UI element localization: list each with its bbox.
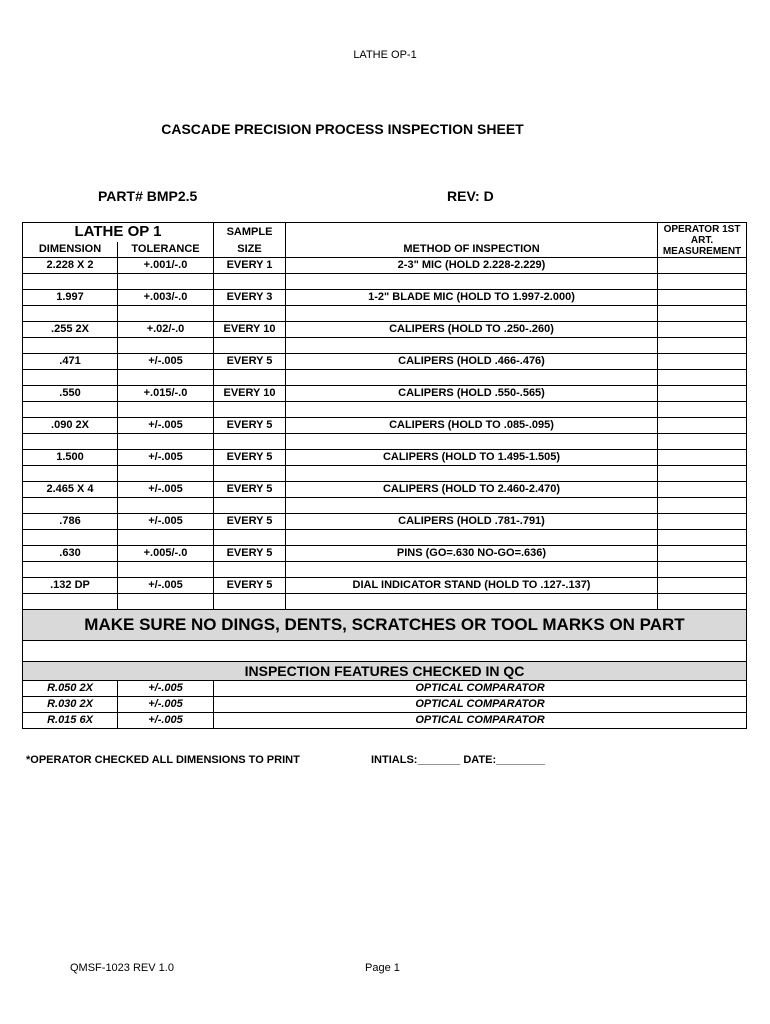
dimension-cell: .786 [23, 514, 118, 530]
tolerance-cell: +.005/-.0 [118, 546, 214, 562]
spacer-cell [23, 594, 118, 610]
qc-tolerance-cell: +/-.005 [118, 697, 214, 713]
size-cell: EVERY 5 [214, 578, 286, 594]
dimension-cell: .090 2X [23, 418, 118, 434]
spacer-cell [214, 466, 286, 482]
spacer-cell [214, 274, 286, 290]
size-cell: EVERY 5 [214, 482, 286, 498]
size-cell: EVERY 1 [214, 258, 286, 274]
qc-tolerance-cell: +/-.005 [118, 713, 214, 729]
spacer-cell [118, 530, 214, 546]
tolerance-cell: +/-.005 [118, 450, 214, 466]
initials-date: INTIALS:_______ DATE:________ [371, 754, 546, 766]
size-cell: EVERY 10 [214, 322, 286, 338]
spacer-cell [23, 338, 118, 354]
spacer-cell [658, 434, 747, 450]
spacer-cell [118, 306, 214, 322]
operator-measurement-cell[interactable] [658, 482, 747, 498]
spacer-cell [286, 562, 658, 578]
spacer-cell [23, 306, 118, 322]
sample-label: SAMPLE [214, 223, 286, 242]
footer-page: Page 1 [365, 962, 400, 974]
spacer-cell [658, 594, 747, 610]
method-head-spacer [286, 223, 658, 242]
spacer-row [23, 434, 747, 450]
dimension-cell: 2.465 X 4 [23, 482, 118, 498]
operator-measurement-cell[interactable] [658, 450, 747, 466]
spacer-row [23, 530, 747, 546]
spacer-cell [214, 338, 286, 354]
tolerance-cell: +.02/-.0 [118, 322, 214, 338]
operator-measurement-cell[interactable] [658, 354, 747, 370]
spacer-cell [23, 498, 118, 514]
operator-measurement-cell[interactable] [658, 546, 747, 562]
size-cell: EVERY 5 [214, 418, 286, 434]
size-cell: EVERY 5 [214, 514, 286, 530]
operator-measurement-cell[interactable] [658, 386, 747, 402]
spacer-cell [23, 370, 118, 386]
size-cell: EVERY 5 [214, 354, 286, 370]
operator-measurement-cell[interactable] [658, 418, 747, 434]
spacer-cell [118, 562, 214, 578]
spacer-cell [23, 402, 118, 418]
table-row [23, 386, 747, 402]
method-cell: CALIPERS (HOLD .781-.791) [286, 514, 658, 530]
spacer-row [23, 466, 747, 482]
table-row [23, 450, 747, 466]
spacer-cell [118, 338, 214, 354]
tolerance-cell: +.003/-.0 [118, 290, 214, 306]
tolerance-cell: +/-.005 [118, 482, 214, 498]
spacer-row [23, 562, 747, 578]
dimension-cell: .132 DP [23, 578, 118, 594]
spacer-cell [214, 498, 286, 514]
spacer-cell [286, 498, 658, 514]
spacer-cell [286, 434, 658, 450]
method-cell: 2-3" MIC (HOLD 2.228-2.229) [286, 258, 658, 274]
qc-method-cell: OPTICAL COMPARATOR [214, 681, 747, 697]
spacer-cell [658, 466, 747, 482]
spacer-cell [658, 274, 747, 290]
table-row [23, 578, 747, 594]
part-number: PART# BMP2.5 [98, 188, 198, 204]
spacer-cell [286, 338, 658, 354]
spacer-cell [118, 434, 214, 450]
table-row [23, 418, 747, 434]
spacer-row [23, 498, 747, 514]
footer-form-number: QMSF-1023 REV 1.0 [70, 962, 174, 974]
spacer-cell [286, 530, 658, 546]
spacer-cell [118, 402, 214, 418]
spacer-cell [658, 338, 747, 354]
revision: REV: D [447, 188, 494, 204]
table-row [23, 354, 747, 370]
spacer-cell [658, 370, 747, 386]
size-cell: EVERY 5 [214, 450, 286, 466]
spacer-cell [286, 306, 658, 322]
method-cell: PINS (GO=.630 NO-GO=.636) [286, 546, 658, 562]
dimension-cell: 2.228 X 2 [23, 258, 118, 274]
operator-measurement-cell[interactable] [658, 290, 747, 306]
operator-header: OPERATOR 1ST ART. MEASUREMENT [658, 223, 747, 258]
table-row [23, 514, 747, 530]
qc-dimension-cell: R.030 2X [23, 697, 118, 713]
qc-title: INSPECTION FEATURES CHECKED IN QC [23, 662, 747, 681]
method-cell: CALIPERS (HOLD TO .250-.260) [286, 322, 658, 338]
table-row [23, 546, 747, 562]
method-cell: CALIPERS (HOLD TO 1.495-1.505) [286, 450, 658, 466]
tolerance-cell: +/-.005 [118, 418, 214, 434]
operator-measurement-cell[interactable] [658, 578, 747, 594]
operator-measurement-cell[interactable] [658, 322, 747, 338]
operator-measurement-cell[interactable] [658, 258, 747, 274]
dimension-cell: 1.997 [23, 290, 118, 306]
qc-method-cell: OPTICAL COMPARATOR [214, 697, 747, 713]
method-cell: 1-2" BLADE MIC (HOLD TO 1.997-2.000) [286, 290, 658, 306]
spacer-row [23, 402, 747, 418]
spacer-cell [118, 466, 214, 482]
qc-tolerance-cell: +/-.005 [118, 681, 214, 697]
qc-dimension-cell: R.050 2X [23, 681, 118, 697]
tolerance-header: TOLERANCE [118, 242, 214, 258]
tolerance-cell: +.001/-.0 [118, 258, 214, 274]
spacer-row [23, 274, 747, 290]
method-cell: CALIPERS (HOLD .550-.565) [286, 386, 658, 402]
operator-note: *OPERATOR CHECKED ALL DIMENSIONS TO PRINT [26, 754, 300, 766]
dimension-cell: .471 [23, 354, 118, 370]
banner-gap [23, 641, 747, 662]
spacer-row [23, 594, 747, 610]
spacer-cell [118, 274, 214, 290]
spacer-cell [286, 594, 658, 610]
tolerance-cell: +/-.005 [118, 578, 214, 594]
spacer-cell [214, 434, 286, 450]
qc-method-cell: OPTICAL COMPARATOR [214, 713, 747, 729]
size-cell: EVERY 5 [214, 546, 286, 562]
spacer-cell [286, 274, 658, 290]
spacer-cell [286, 466, 658, 482]
qc-row [23, 681, 747, 697]
spacer-cell [23, 562, 118, 578]
tolerance-cell: +/-.005 [118, 354, 214, 370]
table-row [23, 482, 747, 498]
dimension-cell: .255 2X [23, 322, 118, 338]
spacer-cell [658, 562, 747, 578]
qc-dimension-cell: R.015 6X [23, 713, 118, 729]
inspection-table [22, 222, 747, 729]
method-header: METHOD OF INSPECTION [286, 242, 658, 258]
spacer-cell [118, 498, 214, 514]
dimension-cell: .550 [23, 386, 118, 402]
spacer-cell [23, 530, 118, 546]
qc-row [23, 697, 747, 713]
spacer-cell [214, 306, 286, 322]
spacer-cell [658, 402, 747, 418]
method-cell: CALIPERS (HOLD .466-.476) [286, 354, 658, 370]
tolerance-cell: +/-.005 [118, 514, 214, 530]
size-header: SIZE [214, 242, 286, 258]
tolerance-cell: +.015/-.0 [118, 386, 214, 402]
spacer-cell [118, 370, 214, 386]
spacer-cell [214, 594, 286, 610]
spacer-cell [118, 594, 214, 610]
table-row [23, 258, 747, 274]
spacer-cell [214, 370, 286, 386]
warning-banner: MAKE SURE NO DINGS, DENTS, SCRATCHES OR TOOL MARKS ON PART [23, 610, 747, 641]
size-cell: EVERY 10 [214, 386, 286, 402]
spacer-row [23, 306, 747, 322]
qc-row [23, 713, 747, 729]
spacer-cell [23, 434, 118, 450]
method-cell: CALIPERS (HOLD TO 2.460-2.470) [286, 482, 658, 498]
table-row [23, 322, 747, 338]
spacer-cell [286, 370, 658, 386]
spacer-cell [658, 498, 747, 514]
spacer-cell [214, 562, 286, 578]
spacer-cell [658, 306, 747, 322]
table-row [23, 290, 747, 306]
dimension-header: DIMENSION [23, 242, 118, 258]
method-cell: DIAL INDICATOR STAND (HOLD TO .127-.137) [286, 578, 658, 594]
dimension-cell: 1.500 [23, 450, 118, 466]
spacer-cell [286, 402, 658, 418]
section-title: LATHE OP 1 [23, 223, 214, 242]
method-cell: CALIPERS (HOLD TO .085-.095) [286, 418, 658, 434]
spacer-cell [214, 530, 286, 546]
spacer-cell [658, 530, 747, 546]
size-cell: EVERY 3 [214, 290, 286, 306]
operator-measurement-cell[interactable] [658, 514, 747, 530]
spacer-cell [214, 402, 286, 418]
spacer-cell [23, 466, 118, 482]
page-title: CASCADE PRECISION PROCESS INSPECTION SHEET [161, 121, 524, 137]
spacer-cell [23, 274, 118, 290]
spacer-row [23, 370, 747, 386]
page-header: LATHE OP-1 [353, 49, 417, 61]
spacer-row [23, 338, 747, 354]
dimension-cell: .630 [23, 546, 118, 562]
